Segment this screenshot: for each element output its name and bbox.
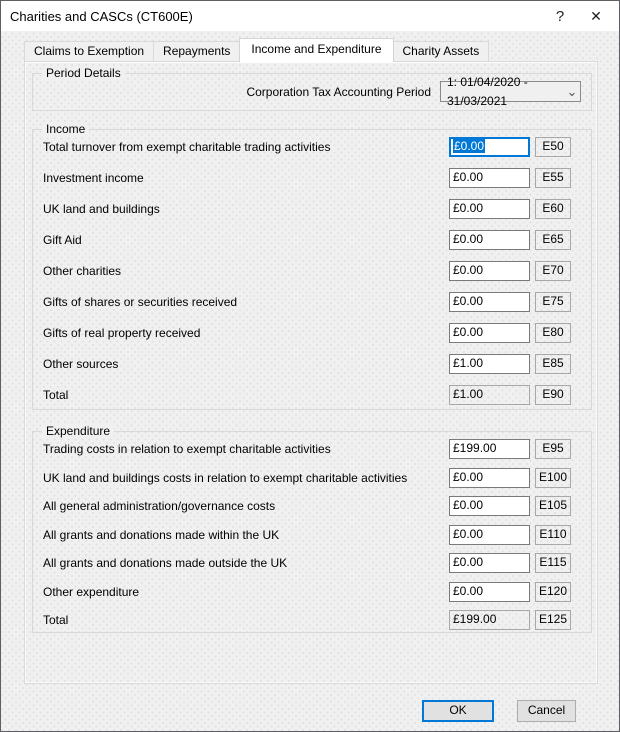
amount-field-e50[interactable]	[449, 137, 530, 157]
amount-field-e115[interactable]: £0.00	[449, 553, 530, 573]
box-number-e55: E55	[535, 168, 571, 188]
amount-field-e95[interactable]: £199.00	[449, 439, 530, 459]
group-expenditure	[32, 424, 592, 633]
box-number-e105: E105	[535, 496, 571, 516]
help-button[interactable]	[542, 1, 578, 31]
group-income	[32, 122, 592, 410]
form-row-e110	[33, 521, 591, 550]
box-number-e75: E75	[535, 292, 571, 312]
group-legend: Expenditure	[42, 424, 114, 438]
amount-field-e125: £199.00	[449, 610, 530, 630]
box-number-e65: E65	[535, 230, 571, 250]
amount-field-e100[interactable]: £0.00	[449, 468, 530, 488]
row-label-e125: Total	[43, 613, 69, 628]
row-label-e100: UK land and buildings costs in relation to exempt charitable activities	[43, 470, 408, 485]
form-row-e70	[33, 255, 591, 286]
selected-period: 1: 01/04/2020 - 31/03/2021	[447, 74, 528, 108]
box-number-e80: E80	[535, 323, 571, 343]
form-row-e95	[33, 435, 591, 464]
close-icon: ✕	[590, 7, 602, 24]
row-label-e80: Gifts of real property received	[43, 325, 201, 340]
row-label-e70: Other charities	[43, 263, 122, 278]
box-number-e120: E120	[535, 582, 571, 602]
ok-button[interactable]: OK	[422, 700, 494, 722]
selected-text: £0.00	[454, 138, 485, 153]
close-button[interactable]	[578, 1, 614, 31]
row-label-e110: All grants and donations made within the UK	[43, 527, 280, 542]
amount-field-e80[interactable]: £0.00	[449, 323, 530, 343]
group-period-details	[32, 66, 592, 111]
group-legend: Income	[42, 122, 89, 136]
amount-field-e110[interactable]: £0.00	[449, 525, 530, 545]
form-row-e90	[33, 379, 591, 410]
row-label-e55: Investment income	[43, 170, 144, 185]
tab-strip	[24, 38, 489, 61]
accounting-period-select[interactable]	[440, 74, 581, 108]
box-number-e50: E50	[535, 137, 571, 157]
box-number-e60: E60	[535, 199, 571, 219]
form-row-e60	[33, 193, 591, 224]
row-label-e60: UK land and buildings	[43, 201, 160, 216]
box-number-e70: E70	[535, 261, 571, 281]
amount-field-e55[interactable]: £0.00	[449, 168, 530, 188]
question-mark-icon: ?	[555, 7, 565, 25]
form-row-e100	[33, 464, 591, 493]
form-row-e80	[33, 317, 591, 348]
amount-field-e60[interactable]: £0.00	[449, 199, 530, 219]
tab-repayments[interactable]: Repayments	[153, 41, 240, 61]
group-legend: Period Details	[42, 66, 125, 80]
form-row-e75	[33, 286, 591, 317]
accounting-period-label: Corporation Tax Accounting Period	[246, 85, 431, 99]
form-row-e105	[33, 492, 591, 521]
row-label-e75: Gifts of shares or securities received	[43, 294, 238, 309]
form-row-e50	[33, 131, 591, 162]
amount-field-e65[interactable]: £0.00	[449, 230, 530, 250]
amount-field-e85[interactable]: £1.00	[449, 354, 530, 374]
titlebar[interactable]	[1, 1, 619, 31]
box-number-e85: E85	[535, 354, 571, 374]
form-row-e65	[33, 224, 591, 255]
box-number-e90: E90	[535, 385, 571, 405]
amount-field-e90: £1.00	[449, 385, 530, 405]
window-title: Charities and CASCs (CT600E)	[10, 8, 193, 24]
row-label-e105: All general administration/governance costs	[43, 499, 276, 514]
amount-field-e70[interactable]: £0.00	[449, 261, 530, 281]
tab-claims-to-exemption[interactable]: Claims to Exemption	[24, 41, 154, 61]
form-row-e125	[33, 606, 591, 635]
box-number-e125: E125	[535, 610, 571, 630]
row-label-e95: Trading costs in relation to exempt charitable activities	[43, 442, 331, 457]
form-row-e55	[33, 162, 591, 193]
chevron-down-icon: ⌄	[566, 83, 578, 99]
row-label-e50: Total turnover from exempt charitable trading activities	[43, 139, 331, 154]
row-label-e85: Other sources	[43, 356, 119, 371]
tab-income-and-expenditure[interactable]: Income and Expenditure	[239, 38, 393, 62]
row-label-e90: Total	[43, 387, 69, 402]
cancel-button[interactable]: Cancel	[517, 700, 576, 722]
row-label-e65: Gift Aid	[43, 232, 82, 247]
form-row-e115	[33, 549, 591, 578]
row-label-e120: Other expenditure	[43, 584, 140, 599]
amount-field-e75[interactable]: £0.00	[449, 292, 530, 312]
form-row-e85	[33, 348, 591, 379]
income-rows	[33, 131, 591, 410]
box-number-e115: E115	[535, 553, 571, 573]
box-number-e110: E110	[535, 525, 571, 545]
tab-charity-assets[interactable]: Charity Assets	[393, 41, 490, 61]
box-number-e100: E100	[535, 468, 571, 488]
amount-field-e105[interactable]: £0.00	[449, 496, 530, 516]
row-label-e115: All grants and donations made outside the UK	[43, 556, 288, 571]
box-number-e95: E95	[535, 439, 571, 459]
tab-page-income-and-expenditure	[24, 61, 598, 684]
form-row-e120	[33, 578, 591, 607]
expenditure-rows	[33, 435, 591, 635]
amount-field-e120[interactable]: £0.00	[449, 582, 530, 602]
